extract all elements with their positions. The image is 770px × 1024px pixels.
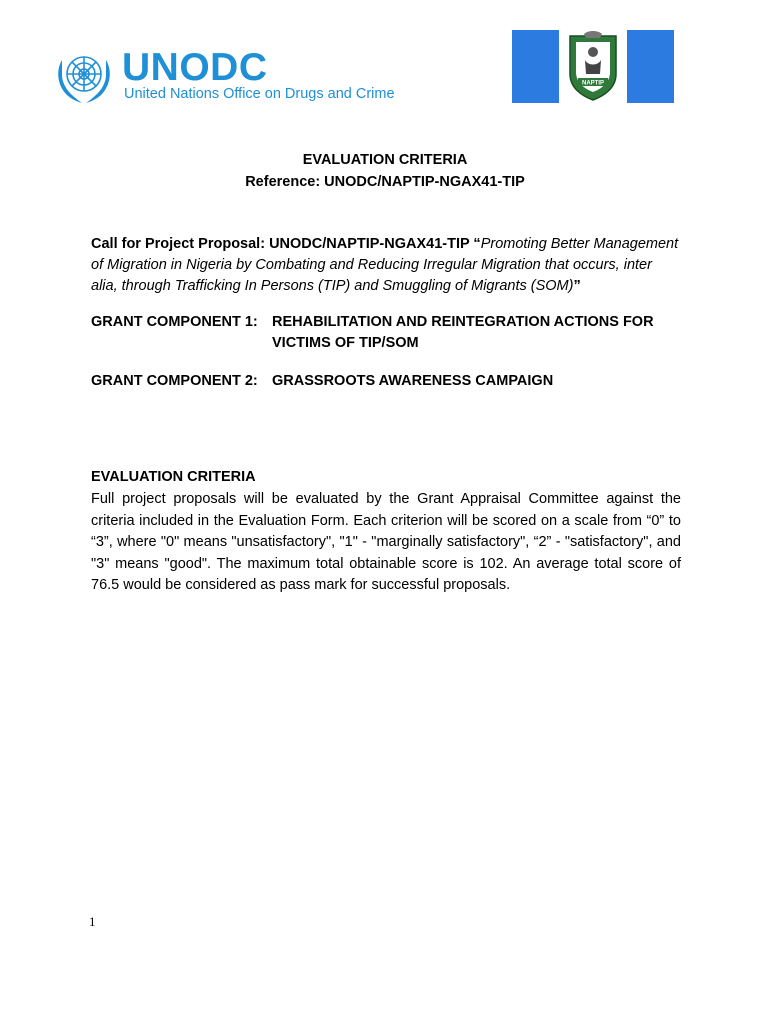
evaluation-heading: EVALUATION CRITERIA: [91, 469, 256, 485]
unodc-logo: [52, 46, 395, 106]
grant-component-2: [91, 371, 691, 393]
naptip-crest-icon: [570, 31, 616, 100]
naptip-logo: [512, 30, 674, 103]
call-title: Promoting Better Management of Migration in Nigeria by Combating and Reducing Irregular Migration that occurs, inter alia, through Trafficking In Persons (TIP) and Smuggling of Migrants (SOM): [91, 236, 679, 294]
call-prefix: Call for Project Proposal: UNODC/NAPTIP-NGAX41-TIP “: [91, 236, 481, 252]
grant-component-label: GRANT COMPONENT 1:: [91, 314, 258, 330]
unodc-subtitle: United Nations Office on Drugs and Crime: [124, 86, 395, 102]
grant-component-label: GRANT COMPONENT 2:: [91, 373, 258, 389]
un-emblem-icon: [52, 46, 116, 106]
evaluation-body: Full project proposals will be evaluated by the Grant Appraisal Committee against the criteria included in the Evaluation Form. Each criterion will be scored on a scale from “0” to “3”, where "0" means "unsatisfactory", "1" - "marginally satisfactory", “2” - "satisfactory", and "3" means "good". The maximum total obtainable score is 102. An average total score of 76.5 would be considered as pass mark for successful proposals.: [91, 491, 681, 593]
grant-component-value: REHABILITATION AND REINTEGRATION ACTIONS FOR VICTIMS OF TIP/SOM: [272, 314, 654, 351]
call-for-proposal: [91, 234, 681, 297]
page-number: 1: [89, 914, 96, 929]
grant-component-1: [91, 312, 691, 356]
call-suffix: ”: [573, 278, 581, 294]
grant-component-value: GRASSROOTS AWARENESS CAMPAIGN: [272, 373, 554, 389]
naptip-logo-text: NAPTIP: [581, 80, 605, 87]
unodc-wordmark: UNODC: [122, 46, 268, 89]
document-title: EVALUATION CRITERIA: [302, 152, 468, 168]
document-reference: Reference: UNODC/NAPTIP-NGAX41-TIP: [245, 174, 525, 190]
